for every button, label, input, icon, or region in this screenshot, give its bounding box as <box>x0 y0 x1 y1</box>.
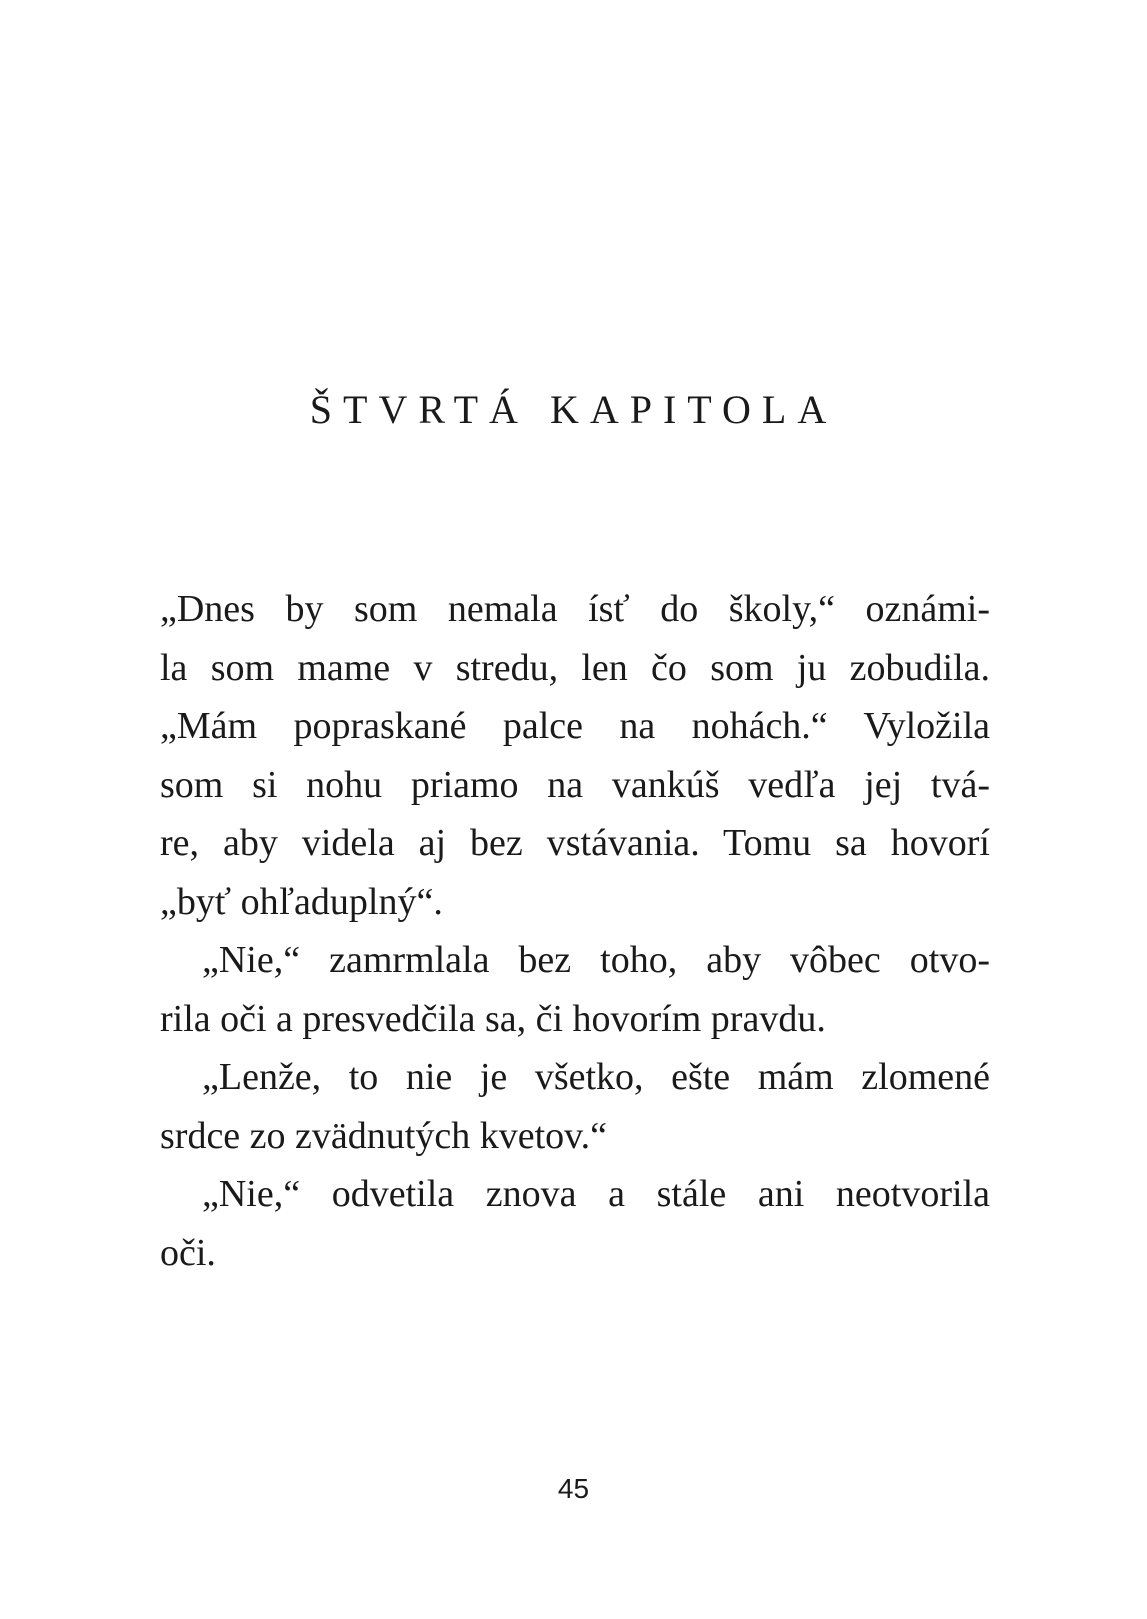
text-line: som si nohu priamo na vankúš vedľa jej tvá- <box>160 763 990 806</box>
chapter-title: ŠTVRTÁ KAPITOLA <box>309 387 838 432</box>
text-line: „Nie,“ zamrmlala bez toho, aby vôbec otvo- <box>202 939 990 981</box>
body-text <box>160 580 990 1282</box>
text-line: rila oči a presvedčila sa, či hovorím pravdu. <box>160 997 826 1040</box>
text-line: la som mame v stredu, len čo som ju zobudila. <box>160 646 990 689</box>
text-line: „Nie,“ odvetila znova a stále ani neotvorila <box>202 1173 990 1215</box>
text-line: „byť ohľaduplný“. <box>160 880 443 923</box>
text-line: „Mám popraskané palce na nohách.“ Vyložila <box>160 705 990 747</box>
text-line: oči. <box>160 1231 216 1274</box>
page-number: 45 <box>557 1473 590 1504</box>
text-line: srdce zo zvädnutých kvetov.“ <box>160 1114 608 1157</box>
text-line: „Dnes by som nemala ísť do školy,“ oznámi- <box>160 588 990 630</box>
text-line: re, aby videla aj bez vstávania. Tomu sa hovorí <box>160 822 990 864</box>
text-line: „Lenže, to nie je všetko, ešte mám zlomené <box>202 1056 990 1098</box>
